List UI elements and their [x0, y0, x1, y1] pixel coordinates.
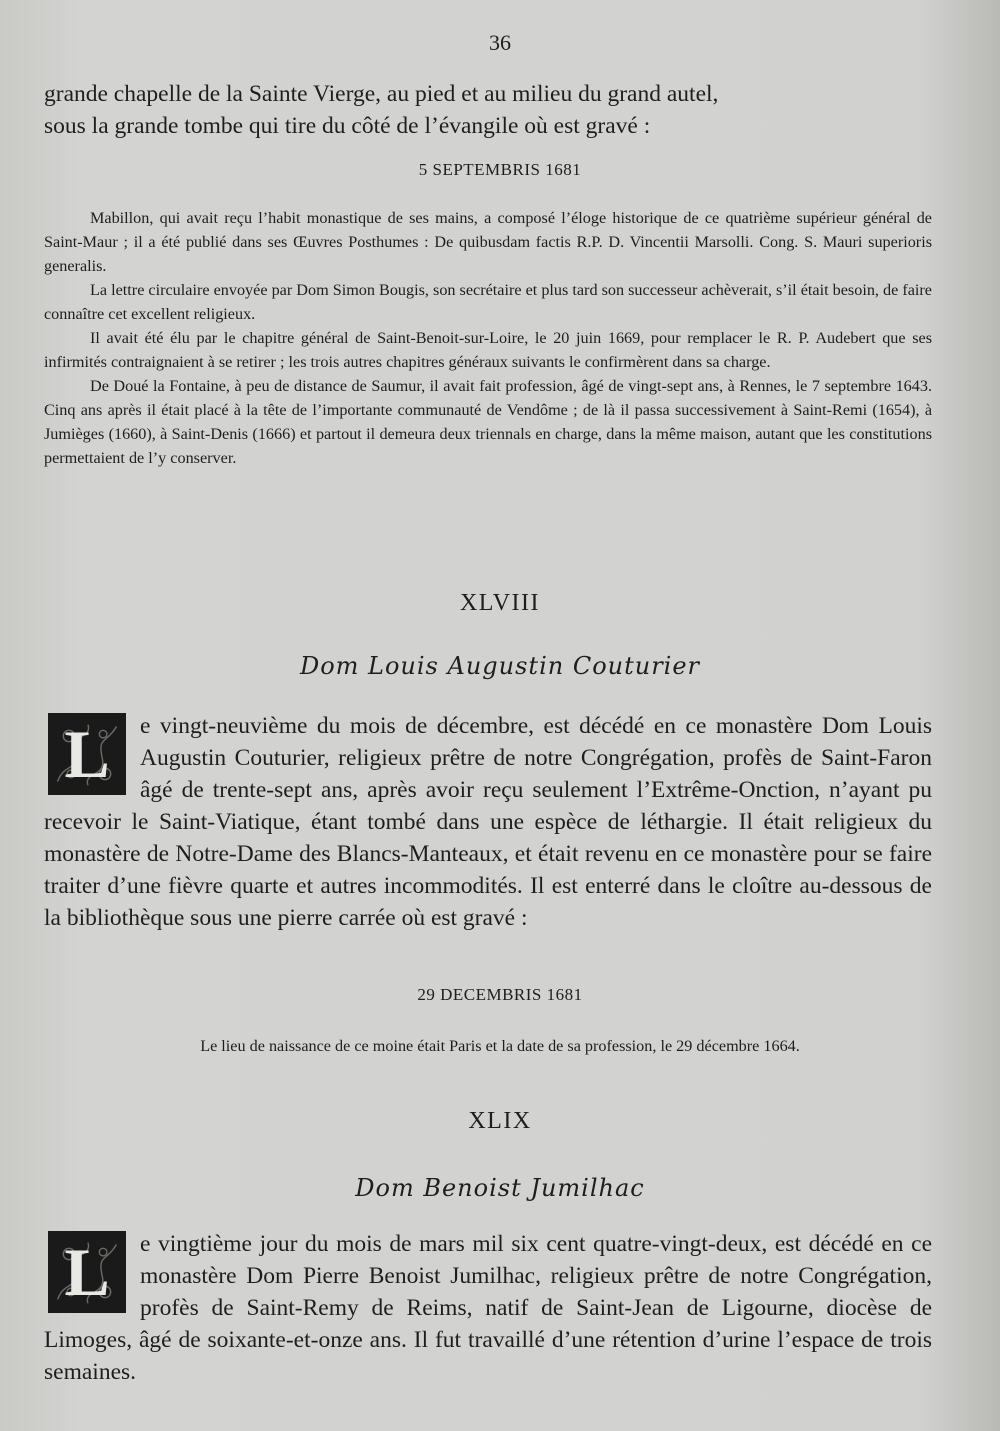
page-number: 36 — [489, 30, 511, 55]
notes-block — [44, 206, 932, 470]
section-text: e vingtième jour du mois de mars mil six cent quatre-vingt-deux, est décédé en ce monastère Dom Pierre Benoist Jumilhac, religieux prêtre de notre Congrégation, profès de Saint-Remy de Reims, natif de Saint-Jean de Ligourne, diocèse de Limoges, âgé de soixante-et-onze ans. Il fut travaillé d’une rétention d’urine l’espace de trois semaines. — [44, 1231, 932, 1385]
intro-paragraph — [44, 78, 932, 142]
epitaph-1: 5 SEPTEMBRIS 1681 — [418, 160, 582, 179]
note-paragraph: De Doué la Fontaine, à peu de distance de Saumur, il avait fait profession, âgé de vingt-sept ans, à Rennes, le 7 septembre 1643. Cinq ans après il était placé à la tête de l’importante communauté de Vendôme ; de là il passa successivement à Saint-Remi (1654), à Jumièges (1660), à Saint-Denis (1666) et partout il demeura deux triennals en charge, dans la même maison, autant que les constitutions permettaient de l’y conserver. — [44, 377, 932, 467]
note-paragraph: Mabillon, qui avait reçu l’habit monastique de ses mains, a composé l’éloge historique de ce quatrième supérieur général de Saint-Maur ; il a été publié dans ses Œuvres Posthumes : De quibusdam factis R.P. D. Vincentii Marsolli. Cong. S. Mauri superioris generalis. — [44, 209, 932, 275]
epitaph-2: 29 DECEMBRIS 1681 — [417, 985, 583, 1004]
initial-letter: L — [64, 1234, 110, 1310]
section-text: e vingt-neuvième du mois de décembre, est décédé en ce monastère Dom Louis Augustin Couturier, religieux prêtre de notre Congrégation, profès de Saint-Faron âgé de trente-sept ans, après avoir reçu seulement l’Extrême-Onction, n’ayant pu recevoir le Saint-Viatique, étant tombé dans une espèce de léthargie. Il était religieux du monastère de Notre-Dame des Blancs-Manteaux, et était revenu en ce monastère pour se faire traiter d’une fièvre quarte et autres incommodités. Il est enterré dans le cloître au-dessous de la bibliothèque sous une pierre carrée où est gravé : — [44, 713, 932, 931]
section-title: Dom Benoist Jumilhac — [355, 1174, 645, 1202]
decorated-initial — [48, 713, 126, 795]
note-paragraph: La lettre circulaire envoyée par Dom Simon Bougis, son secrétaire et plus tard son successeur achèverait, s’il était besoin, de faire connaître cet excellent religieux. — [44, 281, 932, 323]
initial-letter: L — [64, 716, 110, 792]
section-title: Dom Louis Augustin Couturier — [299, 652, 701, 680]
section-body — [44, 710, 932, 934]
section-numeral: XLVIII — [459, 590, 541, 616]
section-body — [44, 1228, 932, 1388]
decorated-initial — [48, 1231, 126, 1313]
intro-line: sous la grande tombe qui tire du côté de l’évangile où est gravé : — [44, 113, 651, 139]
section-note: Le lieu de naissance de ce moine était Paris et la date de sa profession, le 29 décembre 1664. — [200, 1037, 800, 1055]
note-paragraph: Il avait été élu par le chapitre général de Saint-Benoit-sur-Loire, le 20 juin 1669, pour remplacer le R. P. Audebert que ses infirmités contraignaient à se retirer ; les trois autres chapitres généraux suivants le confirmèrent dans sa charge. — [44, 329, 932, 371]
section-numeral: XLIX — [468, 1108, 532, 1134]
intro-line: grande chapelle de la Sainte Vierge, au pied et au milieu du grand autel, — [44, 81, 719, 107]
